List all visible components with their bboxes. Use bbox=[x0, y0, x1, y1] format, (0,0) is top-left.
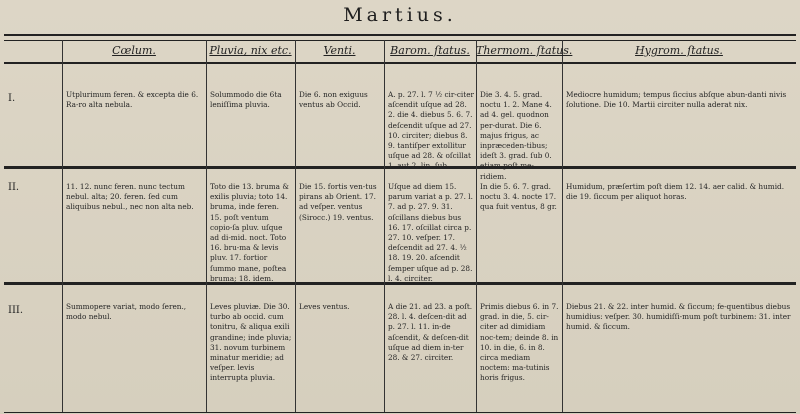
header-thermom: Thermom. ſtatus. bbox=[476, 44, 573, 57]
cell-thermom: Primis diebus 6. in 7. grad. in die, 5. cir-citer ad dimidiam noc-tem; deinde 8. in 10. in die, 6. in 8. circa mediam noctem: ma-tutinis horis frigus. bbox=[480, 302, 559, 383]
header-pluvia: Pluvia, nix etc. bbox=[209, 44, 292, 57]
cell-coelum: 11. 12. nunc feren. nunc tectum nebul. alta; 20. feren. ſed cum aliquibus nebul., nec non alta neb. bbox=[66, 182, 194, 212]
cell-thermom: In die 5. 6. 7. grad. noctu 3. 4. nocte 17. qua fuit ventus, 8 gr. bbox=[480, 182, 557, 212]
header-barom: Barom. ſtatus. bbox=[390, 44, 470, 57]
header-coelum: Cœlum. bbox=[112, 44, 156, 57]
header-rule-top bbox=[4, 40, 796, 41]
row-numeral: III. bbox=[8, 305, 24, 316]
cell-venti: Die 15. fortis ven-tus pirans ab Orient. 17. ad veſper. ventus (Sirocc.) 19. ventus. bbox=[299, 182, 377, 222]
col-line bbox=[206, 40, 207, 412]
cell-venti: Leves ventus. bbox=[299, 302, 350, 311]
row-numeral: II. bbox=[8, 182, 20, 193]
cell-pluvia: Toto die 13. bruma & exilis pluvia; toto 14. bruma, inde feren. 15. poſt ventum copio-ſa pluv. uſque ad di-mid. noct. Toto 16. bru-ma & levis pluv. 17. fortior ſummo mane, poſtea bruma; 18. idem. bbox=[210, 182, 289, 283]
cell-hygrom: Mediocre humidum; tempus ſiccius abſque abun-danti nivis ſolutione. Die 10. Martii circiter nulla aderat nix. bbox=[566, 90, 787, 110]
col-line bbox=[384, 40, 385, 412]
cell-barom: A. p. 27. l. 7 ½ cir-citer aſcendit uſque ad 28. 2. die 4. diebus 5. 6. 7. deſcendit uſque ad 27. 10. circiter; diebus 8. 9. tantiſper extollitur uſque ad 28. & oſcillat 1. aut 2. lin. ſub. bbox=[388, 90, 475, 171]
cell-barom: Uſque ad diem 15. parum variat a p. 27. l. 7. ad p. 27. 9. 31. oſcillans diebus bus 16. 17. oſcillat circa p. 27. 10. veſper. 17. deſcendit ad 27. 4. ½ 18. 19. 20. aſcendit ſemper uſque ad p. 28. l. 4. circiter. bbox=[388, 182, 473, 283]
col-line bbox=[62, 40, 63, 412]
header-hygrom: Hygrom. ſtatus. bbox=[635, 44, 723, 57]
cell-hygrom: Humidum, præſertim poſt diem 12. 14. aer calid. & humid. die 19. ſiccum per aliquot horas. bbox=[566, 182, 785, 202]
col-line bbox=[295, 40, 296, 412]
col-line bbox=[562, 40, 563, 412]
cell-coelum: Utplurimum feren. & excepta die 6. Ra-ro alta nebula. bbox=[66, 90, 199, 110]
cell-pluvia: Leves pluviæ. Die 30. turbo ab occid. cum tonitru, & aliqua exili grandine; inde pluvia; 31. novum turbinem minatur meridie; ad veſper. levis interrupta pluvia. bbox=[210, 302, 292, 383]
bottom-rule bbox=[4, 412, 796, 413]
month-title: Martius. bbox=[343, 4, 457, 26]
cell-venti: Die 6. non exiguus ventus ab Occid. bbox=[299, 90, 368, 110]
col-line bbox=[476, 40, 477, 412]
header-rule-bottom bbox=[4, 62, 796, 64]
cell-pluvia: Solummodo die 6ta leniſſima pluvia. bbox=[210, 90, 282, 110]
row-numeral: I. bbox=[8, 93, 16, 104]
top-rule bbox=[4, 34, 796, 36]
cell-hygrom: Diebus 21. & 22. inter humid. & ſiccum; fe-quentibus diebus humidius: veſper. 30. humidiſſi-mum poſt turbinem: 31. inter humid. & ſiccum. bbox=[566, 302, 791, 332]
cell-coelum: Summopere variat, modo ſeren., modo nebul. bbox=[66, 302, 187, 322]
cell-thermom: Die 3. 4. 5. grad. noctu 1. 2. Mane 4. ad 4. gel. quodnon per-durat. Die 6. majus frigus, ac inpræceden-tibus; ideſt 3. grad. ſub 0. etiam poſt me-ridiem. bbox=[480, 90, 552, 181]
cell-barom: A die 21. ad 23. a poſt. 28. l. 4. deſcen-dit ad p. 27. l. 11. in-de aſcendit, & deſcen-dit uſque ad diem in-ter 28. & 27. circiter. bbox=[388, 302, 473, 363]
header-venti: Venti. bbox=[323, 44, 356, 57]
